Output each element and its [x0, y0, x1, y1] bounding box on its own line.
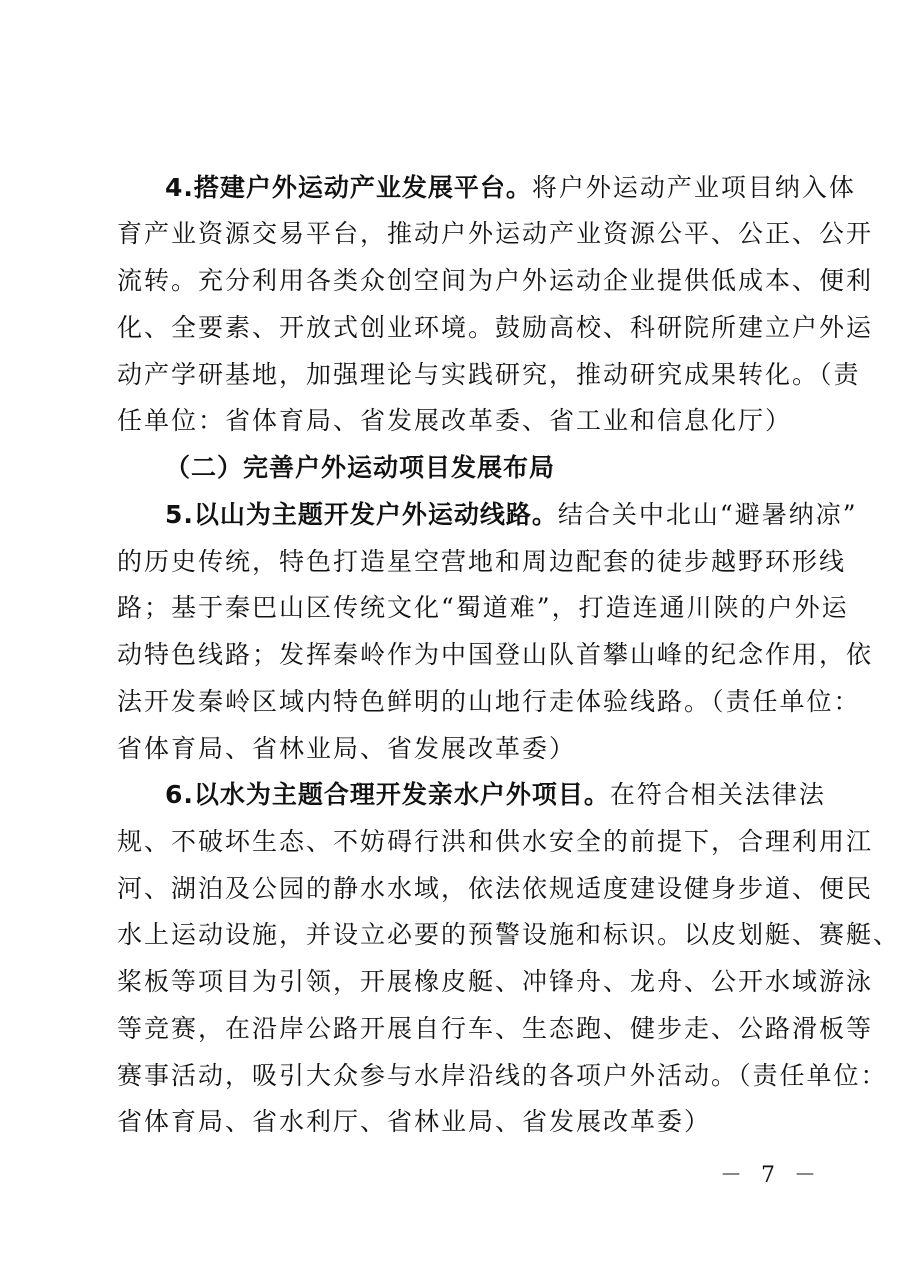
- item6-line: 赛事活动，吸引大众参与水岸沿线的各项户外活动。（责任单位：: [117, 1061, 888, 1090]
- section-heading: （二）完善户外运动项目发展布局: [165, 453, 556, 482]
- paragraph-line: [165, 168, 856, 208]
- paragraph-line: [165, 495, 858, 535]
- item4-line: 流转。充分利用各类众创空间为户外运动企业提供低成本、便利: [117, 266, 874, 295]
- item6-line: 规、不破坏生态、不妨碍行洪和供水安全的前提下，合理利用江: [117, 827, 874, 856]
- paragraph-line: [165, 775, 826, 815]
- item5-line: 路；基于秦巴山区传统文化“蜀道难”，打造连通川陕的户外运: [117, 593, 849, 622]
- item6-line: 省体育局、省水利厅、省林业局、省发展改革委）: [117, 1107, 712, 1136]
- item4-line: 任单位：省体育局、省发展改革委、省工业和信息化厅）: [117, 406, 793, 435]
- item5-line: 的历史传统，特色打造星空营地和周边配套的徒步越野环形线: [117, 547, 847, 576]
- item4-line: 育产业资源交易平台，推动户外运动产业资源公平、公正、公开: [117, 219, 874, 248]
- item6-line: 等竞赛，在沿岸公路开展自行车、生态跑、健步走、公路滑板等: [117, 1014, 874, 1043]
- item5-line: 法开发秦岭区域内特色鲜明的山地行走体验线路。（责任单位：: [117, 687, 861, 716]
- item5-heading: 5.以山为主题开发户外运动线路。: [165, 500, 558, 529]
- item4-line: 化、全要素、开放式创业环境。鼓励高校、科研院所建立户外运: [117, 313, 874, 342]
- page-number: － 7 －: [720, 1163, 822, 1188]
- item4-line: 动产学研基地，加强理论与实践研究，推动研究成果转化。（责: [117, 360, 861, 389]
- item4-heading: 4.搭建户外运动产业发展平台。: [165, 173, 532, 202]
- item6-line: 水上运动设施，并设立必要的预警设施和标识。以皮划艇、赛艇、: [117, 920, 900, 949]
- item4-line: 将户外运动产业项目纳入体: [531, 173, 856, 202]
- item5-line: 结合关中北山“避暑纳凉”: [557, 500, 858, 529]
- item6-heading: 6.以水为主题合理开发亲水户外项目。: [165, 780, 610, 809]
- item5-line: 省体育局、省林业局、省发展改革委）: [117, 734, 577, 763]
- item6-line: 桨板等项目为引领，开展橡皮艇、冲锋舟、龙舟、公开水域游泳: [117, 967, 874, 996]
- item6-line: 在符合相关法律法: [609, 780, 826, 809]
- item5-line: 动特色线路；发挥秦岭作为中国登山队首攀山峰的纪念作用，依: [117, 640, 874, 669]
- item6-line: 河、湖泊及公园的静水水域，依法依规适度建设健身步道、便民: [117, 874, 874, 903]
